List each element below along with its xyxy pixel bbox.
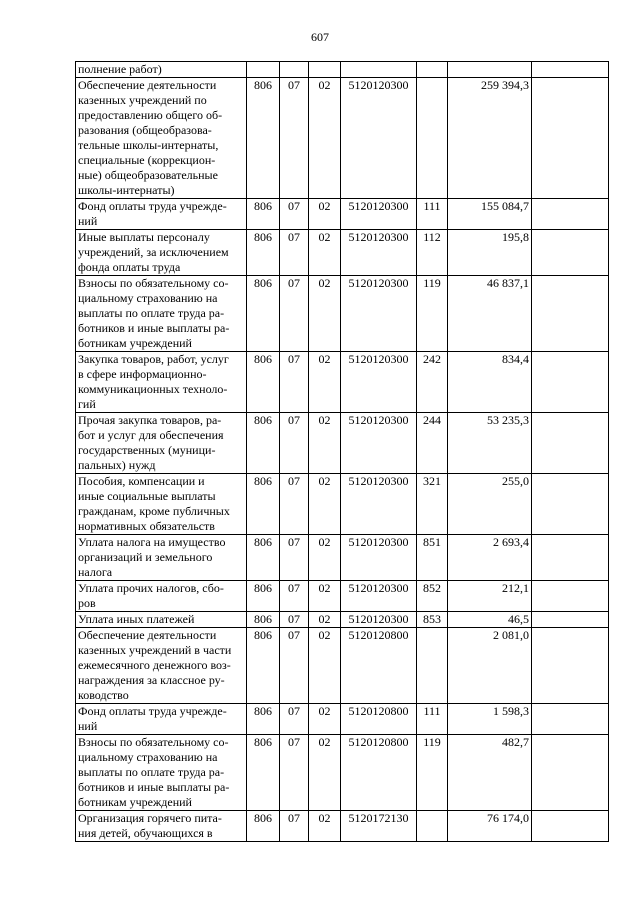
cell-expense-type (417, 62, 448, 78)
cell-subsection: 02 (309, 78, 341, 199)
cell-admin-code: 806 (247, 474, 280, 535)
cell-subsection: 02 (309, 735, 341, 811)
cell-admin-code: 806 (247, 78, 280, 199)
cell-amount: 212,1 (448, 581, 532, 612)
budget-table (75, 61, 609, 842)
cell-empty (532, 230, 609, 276)
table-row (76, 413, 609, 474)
cell-target-code: 5120120300 (341, 199, 417, 230)
table-row (76, 276, 609, 352)
cell-amount: 76 174,0 (448, 811, 532, 842)
page-number: 607 (311, 30, 329, 44)
budget-table-body (76, 62, 609, 842)
cell-empty (532, 352, 609, 413)
cell-subsection: 02 (309, 474, 341, 535)
cell-name: Обеспечение деятельности казенных учреждений по предоставлению общего об- разования (общеобразова- тельные школы-интернаты, специальные (коррекцион- ные) общеобразовательные школы-интернаты) (76, 78, 247, 199)
cell-target-code: 5120120300 (341, 612, 417, 628)
cell-expense-type (417, 628, 448, 704)
cell-admin-code: 806 (247, 352, 280, 413)
cell-empty (532, 581, 609, 612)
cell-admin-code (247, 62, 280, 78)
cell-target-code: 5120120300 (341, 581, 417, 612)
cell-section: 07 (280, 276, 309, 352)
cell-amount: 2 693,4 (448, 535, 532, 581)
cell-admin-code: 806 (247, 811, 280, 842)
cell-empty (532, 276, 609, 352)
cell-empty (532, 628, 609, 704)
table-row (76, 581, 609, 612)
cell-admin-code: 806 (247, 230, 280, 276)
cell-subsection: 02 (309, 628, 341, 704)
cell-amount: 255,0 (448, 474, 532, 535)
cell-empty (532, 535, 609, 581)
cell-amount: 1 598,3 (448, 704, 532, 735)
cell-empty (532, 78, 609, 199)
cell-name: Организация горячего пита- ния детей, обучающихся в (76, 811, 247, 842)
cell-expense-type: 111 (417, 199, 448, 230)
cell-subsection: 02 (309, 413, 341, 474)
cell-name: Обеспечение деятельности казенных учреждений в части ежемесячного денежного воз- награждения за классное ру- ководство (76, 628, 247, 704)
cell-target-code: 5120120800 (341, 628, 417, 704)
table-row (76, 628, 609, 704)
cell-admin-code: 806 (247, 628, 280, 704)
cell-subsection: 02 (309, 581, 341, 612)
cell-subsection (309, 62, 341, 78)
cell-admin-code: 806 (247, 735, 280, 811)
cell-expense-type (417, 78, 448, 199)
cell-admin-code: 806 (247, 581, 280, 612)
cell-name: Взносы по обязательному со- циальному страхованию на выплаты по оплате труда ра- ботников и иные выплаты ра- ботникам учреждений (76, 735, 247, 811)
cell-name: Уплата налога на имущество организаций и земельного налога (76, 535, 247, 581)
cell-subsection: 02 (309, 612, 341, 628)
cell-name: Фонд оплаты труда учрежде- ний (76, 704, 247, 735)
cell-section: 07 (280, 352, 309, 413)
table-row (76, 78, 609, 199)
cell-section: 07 (280, 230, 309, 276)
cell-amount: 46 837,1 (448, 276, 532, 352)
cell-admin-code: 806 (247, 276, 280, 352)
table-row (76, 199, 609, 230)
cell-expense-type: 242 (417, 352, 448, 413)
cell-target-code: 5120120300 (341, 474, 417, 535)
cell-expense-type: 853 (417, 612, 448, 628)
cell-subsection: 02 (309, 199, 341, 230)
cell-target-code: 5120120800 (341, 735, 417, 811)
cell-name: Пособия, компенсации и иные социальные выплаты гражданам, кроме публичных нормативных обязательств (76, 474, 247, 535)
cell-amount: 195,8 (448, 230, 532, 276)
cell-subsection: 02 (309, 704, 341, 735)
cell-section: 07 (280, 581, 309, 612)
cell-amount: 2 081,0 (448, 628, 532, 704)
cell-expense-type: 851 (417, 535, 448, 581)
cell-empty (532, 704, 609, 735)
cell-section: 07 (280, 78, 309, 199)
cell-admin-code: 806 (247, 413, 280, 474)
cell-name: полнение работ) (76, 62, 247, 78)
cell-name: Взносы по обязательному со- циальному страхованию на выплаты по оплате труда ра- ботников и иные выплаты ра- ботникам учреждений (76, 276, 247, 352)
cell-subsection: 02 (309, 811, 341, 842)
cell-amount (448, 62, 532, 78)
cell-target-code: 5120120300 (341, 230, 417, 276)
cell-name: Иные выплаты персоналу учреждений, за исключением фонда оплаты труда (76, 230, 247, 276)
table-row (76, 735, 609, 811)
table-row (76, 62, 609, 78)
cell-section: 07 (280, 535, 309, 581)
cell-expense-type (417, 811, 448, 842)
cell-target-code: 5120120300 (341, 535, 417, 581)
cell-section: 07 (280, 704, 309, 735)
cell-admin-code: 806 (247, 199, 280, 230)
cell-empty (532, 62, 609, 78)
table-row (76, 230, 609, 276)
cell-target-code: 5120120300 (341, 78, 417, 199)
cell-subsection: 02 (309, 352, 341, 413)
cell-section: 07 (280, 628, 309, 704)
table-row (76, 811, 609, 842)
cell-expense-type: 119 (417, 735, 448, 811)
cell-empty (532, 612, 609, 628)
cell-subsection: 02 (309, 276, 341, 352)
cell-amount: 155 084,7 (448, 199, 532, 230)
cell-empty (532, 811, 609, 842)
cell-empty (532, 413, 609, 474)
cell-section: 07 (280, 199, 309, 230)
cell-empty (532, 474, 609, 535)
cell-name: Закупка товаров, работ, услуг в сфере информационно- коммуникационных техноло- гий (76, 352, 247, 413)
cell-target-code: 5120172130 (341, 811, 417, 842)
cell-target-code: 5120120300 (341, 276, 417, 352)
cell-expense-type: 111 (417, 704, 448, 735)
cell-target-code: 5120120800 (341, 704, 417, 735)
cell-section: 07 (280, 811, 309, 842)
cell-admin-code: 806 (247, 535, 280, 581)
table-row (76, 535, 609, 581)
table-row (76, 352, 609, 413)
cell-admin-code: 806 (247, 704, 280, 735)
cell-expense-type: 852 (417, 581, 448, 612)
cell-name: Уплата прочих налогов, сбо- ров (76, 581, 247, 612)
table-row (76, 474, 609, 535)
cell-expense-type: 119 (417, 276, 448, 352)
cell-name: Прочая закупка товаров, ра- бот и услуг для обеспечения государственных (муници- пальных) нужд (76, 413, 247, 474)
cell-amount: 46,5 (448, 612, 532, 628)
cell-subsection: 02 (309, 535, 341, 581)
cell-name: Фонд оплаты труда учрежде- ний (76, 199, 247, 230)
cell-amount: 53 235,3 (448, 413, 532, 474)
cell-section: 07 (280, 474, 309, 535)
cell-section: 07 (280, 735, 309, 811)
cell-expense-type: 112 (417, 230, 448, 276)
cell-amount: 482,7 (448, 735, 532, 811)
table-row (76, 704, 609, 735)
cell-expense-type: 244 (417, 413, 448, 474)
cell-section: 07 (280, 413, 309, 474)
cell-amount: 259 394,3 (448, 78, 532, 199)
cell-target-code: 5120120300 (341, 413, 417, 474)
cell-empty (532, 199, 609, 230)
cell-subsection: 02 (309, 230, 341, 276)
cell-admin-code: 806 (247, 612, 280, 628)
cell-target-code (341, 62, 417, 78)
cell-section: 07 (280, 612, 309, 628)
cell-section (280, 62, 309, 78)
cell-name: Уплата иных платежей (76, 612, 247, 628)
table-row (76, 612, 609, 628)
cell-expense-type: 321 (417, 474, 448, 535)
cell-amount: 834,4 (448, 352, 532, 413)
cell-target-code: 5120120300 (341, 352, 417, 413)
cell-empty (532, 735, 609, 811)
